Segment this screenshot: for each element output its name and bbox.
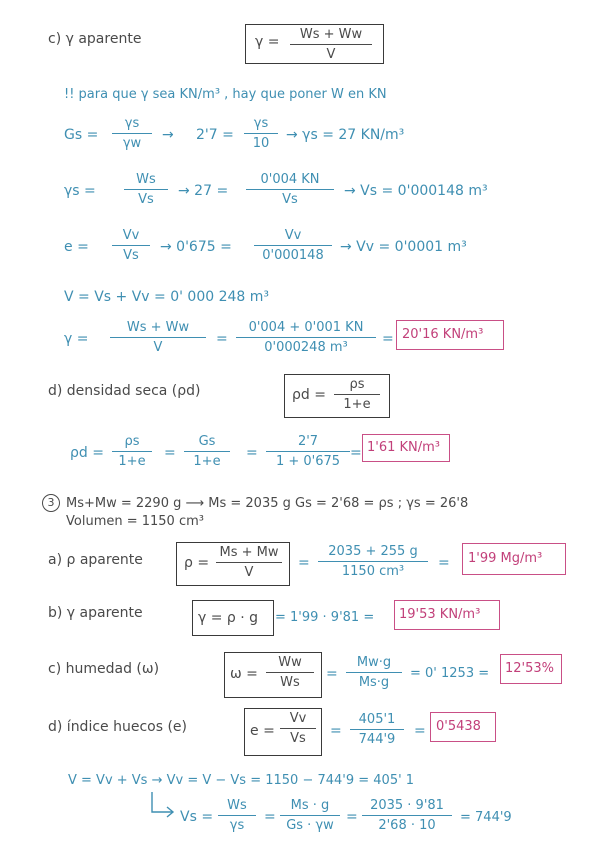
e3-eq1: = — [330, 723, 342, 739]
e3-eq2: = — [414, 723, 426, 739]
problem-data-line2: Volumen = 1150 cm³ — [66, 514, 204, 529]
omega-box-fraction — [266, 656, 314, 689]
rho-box-den: V — [216, 562, 282, 579]
unit-note: !! para que γ sea KN/m³ , hay que poner W en KN — [64, 87, 387, 102]
rho-eq2: = — [438, 555, 450, 571]
gs-num1: γs — [124, 116, 140, 131]
gs-arrow: → — [162, 127, 174, 143]
rho-box-lhs: ρ = — [184, 555, 210, 571]
vs-eq1: = — [264, 809, 276, 825]
omega-box-num: Ww — [278, 655, 302, 670]
rhod-num3: 2'7 — [297, 434, 319, 449]
vs-fraction-3 — [362, 799, 452, 832]
gs-fraction-1 — [112, 117, 152, 150]
rho-den: 1150 cm³ — [318, 561, 428, 578]
gammas-num2: 0'004 KN — [260, 172, 320, 187]
vs-fraction-2 — [280, 799, 340, 832]
vs-den3: 2'68 · 10 — [362, 815, 452, 832]
rho-fraction — [318, 545, 428, 578]
gs-fraction-2 — [244, 117, 278, 150]
gamma-eq2: = — [382, 331, 394, 347]
gammas-fraction-2 — [246, 173, 334, 206]
e-num2: Vv — [284, 228, 302, 243]
rhod-den2: 1+e — [184, 451, 230, 468]
gamma-fraction-1 — [110, 321, 206, 354]
problem-data-line1: Ms+Mw = 2290 g ⟶ Ms = 2035 g Gs = 2'68 = ρs ; γs = 26'8 — [66, 496, 469, 511]
formula-lhs: γ = — [255, 34, 280, 50]
item-3a-label: a) ρ aparente — [48, 552, 143, 568]
gamma-fraction-2 — [236, 321, 376, 354]
rhod-num2: Gs — [198, 434, 216, 449]
e-result: → Vv = 0'0001 m³ — [340, 239, 467, 255]
omega-fraction — [346, 656, 402, 689]
e-den1: Vs — [112, 245, 150, 262]
rhod-den1: 1+e — [112, 451, 152, 468]
e-box-lhs: e = — [250, 723, 275, 739]
vs-result: = 744'9 — [460, 810, 512, 825]
rho-eq1: = — [298, 555, 310, 571]
gamma-lhs: γ = — [64, 331, 89, 347]
gamma-eq: = — [216, 331, 228, 347]
item-3c-label: c) humedad (ω) — [48, 661, 160, 677]
e3-num: 405'1 — [358, 712, 396, 727]
vs-num1: Ws — [227, 798, 247, 813]
formula-den: V — [290, 44, 372, 61]
omega-box-lhs: ω = — [230, 666, 258, 682]
rhod-box-fraction — [334, 378, 380, 411]
gs-den1: γw — [112, 133, 152, 150]
gamma-num2: 0'004 + 0'001 KN — [248, 320, 364, 335]
vs-num3: 2035 · 9'81 — [370, 798, 444, 813]
e-lhs: e = — [64, 239, 89, 255]
rhod-num1: ρs — [124, 434, 140, 449]
rhod-den3: 1 + 0'675 — [266, 451, 350, 468]
rho-box-num: Ms + Mw — [219, 545, 279, 560]
gs-lhs: Gs = — [64, 127, 99, 143]
volume-voids-line: V = Vv + Vs → Vv = V − Vs = 1150 − 744'9 = 405' 1 — [68, 773, 415, 788]
e-box-fraction — [280, 712, 316, 745]
answer-rho: 1'99 Mg/m³ — [468, 551, 543, 566]
e-box-den: Vs — [280, 728, 316, 745]
vs-den1: γs — [218, 815, 256, 832]
gammas-lhs: γs = — [64, 183, 96, 199]
volume-line: V = Vs + Vv = 0' 000 248 m³ — [64, 289, 270, 305]
rhod-box-den: 1+e — [334, 394, 380, 411]
e-fraction-2 — [254, 229, 332, 262]
gammas-fraction-1 — [124, 173, 168, 206]
gammas-den2: Vs — [246, 189, 334, 206]
vs-eq2: = — [346, 809, 358, 825]
e-box-num: Vv — [289, 711, 307, 726]
item-c-label: c) γ aparente — [48, 31, 142, 47]
formula-num: Ws + Ww — [299, 27, 363, 42]
answer-omega: 12'53% — [505, 661, 555, 676]
gamma-num1: Ws + Ww — [126, 320, 190, 335]
rhod-eq3: = — [350, 445, 362, 461]
vs-den2: Gs · γw — [280, 815, 340, 832]
hook-arrow-icon — [148, 792, 178, 822]
item-3b-label: b) γ aparente — [48, 605, 143, 621]
item-d-label: d) densidad seca (ρd) — [48, 383, 201, 399]
e-mid: → 0'675 = — [160, 239, 232, 255]
e-fraction-1 — [112, 229, 150, 262]
answer-gamma-3b: 19'53 KN/m³ — [399, 607, 481, 622]
rhod-lhs: ρd = — [70, 445, 104, 461]
answer-rhod: 1'61 KN/m³ — [367, 440, 441, 455]
e-den2: 0'000148 — [254, 245, 332, 262]
gamma-3b-calc: = 1'99 · 9'81 = — [275, 610, 375, 625]
gs-mid: 2'7 = — [196, 127, 234, 143]
rhod-fraction-1 — [112, 435, 152, 468]
omega-num: Mw·g — [356, 655, 392, 670]
answer-gamma: 20'16 KN/m³ — [402, 327, 484, 342]
e-num1: Vv — [122, 228, 140, 243]
gammas-result: → Vs = 0'000148 m³ — [344, 183, 488, 199]
answer-e: 0'5438 — [436, 719, 481, 734]
vs-num2: Ms · g — [290, 798, 330, 813]
rho-num: 2035 + 255 g — [328, 544, 418, 559]
omega-den: Ms·g — [346, 672, 402, 689]
gs-den2: 10 — [244, 133, 278, 150]
rhod-box-num: ρs — [349, 377, 365, 392]
e3-den: 744'9 — [350, 729, 404, 746]
gamma-3b-box: γ = ρ · g — [198, 610, 259, 626]
omega-eq1: = — [326, 666, 338, 682]
vs-fraction-1 — [218, 799, 256, 832]
gs-result: → γs = 27 KN/m³ — [286, 127, 405, 143]
problem-number: 3 — [42, 494, 60, 512]
omega-calc: = 0' 1253 = — [410, 666, 490, 681]
gammas-den1: Vs — [124, 189, 168, 206]
gs-num2: γs — [253, 116, 269, 131]
e3-fraction — [350, 713, 404, 746]
item-3d-label: d) índice huecos (e) — [48, 719, 188, 735]
gammas-num1: Ws — [136, 172, 156, 187]
vs-lhs: Vs = — [180, 809, 214, 825]
rhod-fraction-3 — [266, 435, 350, 468]
formula-fraction — [290, 28, 372, 61]
gamma-den1: V — [110, 337, 206, 354]
rhod-fraction-2 — [184, 435, 230, 468]
gamma-den2: 0'000248 m³ — [236, 337, 376, 354]
rhod-eq2: = — [246, 445, 258, 461]
rhod-box-lhs: ρd = — [292, 387, 326, 403]
omega-box-den: Ws — [266, 672, 314, 689]
rhod-eq1: = — [164, 445, 176, 461]
rho-box-fraction — [216, 546, 282, 579]
gammas-mid: → 27 = — [178, 183, 229, 199]
